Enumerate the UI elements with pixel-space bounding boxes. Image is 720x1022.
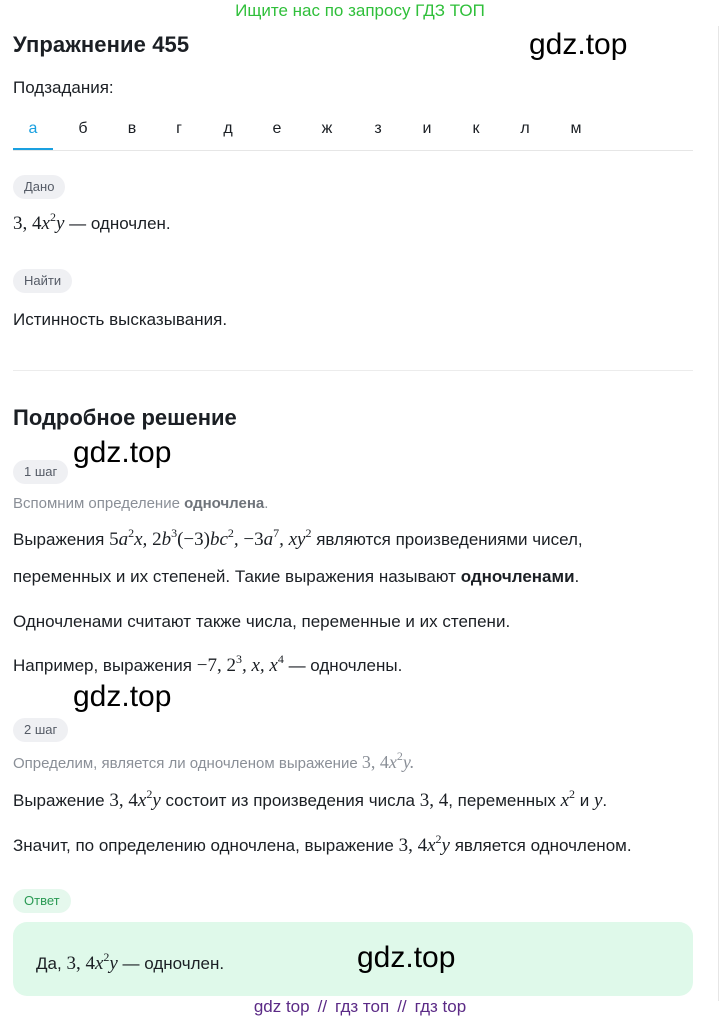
step2-pill: 2 шаг — [13, 718, 68, 742]
step1-paragraph3: Одночленами считают также числа, переменные и их степени. — [13, 612, 511, 631]
given-expression: 3, $4x^2y$ — [13, 210, 65, 234]
step2-p1-prefix: Выражение — [13, 791, 105, 810]
subtasks-label: Подзадания: — [13, 78, 114, 97]
tab-z[interactable]: з — [374, 120, 382, 137]
watermark: gdz.top — [73, 680, 172, 713]
step2-section — [13, 718, 68, 742]
answer-text — [36, 952, 224, 976]
tab-g[interactable]: г — [176, 120, 182, 137]
step1-p1-prefix: Выражения — [13, 530, 105, 549]
tab-i[interactable]: и — [422, 120, 432, 137]
variable-y: y — [593, 790, 603, 811]
monomial-expression: 3, $4x^2y$ — [109, 787, 161, 811]
step1-hint — [13, 494, 268, 514]
step1-pill: 1 шаг — [13, 460, 68, 484]
step2-p2-suffix: является одночленом. — [454, 836, 632, 855]
step2-p1-mid2: , переменных — [448, 791, 556, 810]
step1-hint-bold: одночлена — [184, 495, 265, 512]
tab-k[interactable]: к — [472, 120, 480, 137]
step1-p2-bold: одночленами — [460, 567, 575, 586]
watermark: gdz.top — [73, 436, 172, 469]
find-section — [13, 269, 72, 293]
page-edge-divider — [718, 26, 719, 1001]
footer-separator: // — [317, 997, 328, 1016]
step1-p1-suffix: являются произведениями чисел, — [316, 530, 583, 549]
step2-p1-mid: состоит из произведения числа — [165, 791, 415, 810]
tab-zh[interactable]: ж — [321, 120, 333, 137]
given-text: — одночлен. — [69, 214, 171, 233]
step2-p1-and: и — [579, 791, 590, 810]
step1-paragraph1 — [13, 528, 583, 552]
variable-x-squared: $x^2$ — [560, 787, 576, 811]
page-title: Упражнение 455 — [13, 32, 190, 57]
subtask-tabs — [13, 112, 693, 151]
answer-prefix: Да, — [36, 954, 62, 973]
step1-p4-prefix: Например, выражения — [13, 656, 193, 675]
step2-p2-prefix: Значит, по определению одночлена, выражение — [13, 836, 394, 855]
footer-link-3[interactable]: гдз top — [414, 997, 467, 1016]
tab-v[interactable]: в — [127, 120, 137, 137]
step2-p1-end: . — [602, 791, 608, 810]
step2-paragraph2 — [13, 834, 632, 858]
footer-separator: // — [397, 997, 407, 1016]
step2-hint-text: Определим, является ли одночленом выражение — [13, 755, 358, 772]
step2-paragraph1 — [13, 789, 607, 813]
step1-p2-prefix: переменных и их степеней. Такие выражения называют — [13, 567, 461, 586]
given-pill: Дано — [13, 175, 65, 199]
step2-hint — [13, 749, 415, 774]
examples-expression: $5a^2x$, $2b^3(-3)bc^2$, $-3a^7$, $xy^2$ — [109, 526, 312, 550]
footer — [0, 995, 720, 1019]
tab-a[interactable]: а — [13, 112, 53, 150]
tab-e[interactable]: е — [272, 120, 282, 137]
step1-p4-suffix: — одночлены. — [288, 656, 403, 675]
answer-expression: 3, $4x^2y$ — [66, 950, 118, 974]
answer-section — [13, 889, 71, 913]
coefficient-number: 3, 4 — [419, 790, 449, 811]
search-hint-banner: Ищите нас по запросу ГДЗ ТОП — [235, 1, 485, 20]
answer-pill: Ответ — [13, 889, 71, 913]
watermark: gdz.top — [529, 28, 628, 61]
step1-p2-end: . — [574, 567, 580, 586]
example-numbers-expression: −7, $2^3$, x, $x^4$ — [196, 652, 284, 676]
tab-b[interactable]: б — [78, 120, 88, 137]
step1-hint-end: . — [264, 495, 269, 512]
footer-link-1[interactable]: gdz top — [253, 997, 310, 1016]
watermark: gdz.top — [357, 941, 456, 974]
tab-m[interactable]: м — [570, 120, 582, 137]
given-statement — [13, 212, 171, 236]
answer-suffix: — одночлен. — [122, 954, 225, 973]
given-section — [13, 175, 65, 199]
find-text: Истинность высказывания. — [13, 310, 228, 329]
tab-d[interactable]: д — [223, 120, 233, 137]
step1-hint-text: Вспомним определение — [13, 495, 185, 512]
footer-link-2[interactable]: гдз топ — [335, 997, 390, 1016]
step1-section — [13, 460, 68, 484]
monomial-expression-conclusion: 3, $4x^2y$ — [398, 832, 450, 856]
solution-heading: Подробное решение — [13, 405, 237, 430]
step2-hint-expression: 3, $4x^2y$. — [361, 749, 415, 772]
section-divider — [13, 370, 693, 371]
find-pill: Найти — [13, 269, 72, 293]
step1-paragraph4 — [13, 654, 402, 678]
step1-paragraph2 — [13, 565, 579, 589]
tab-l[interactable]: л — [520, 120, 530, 137]
